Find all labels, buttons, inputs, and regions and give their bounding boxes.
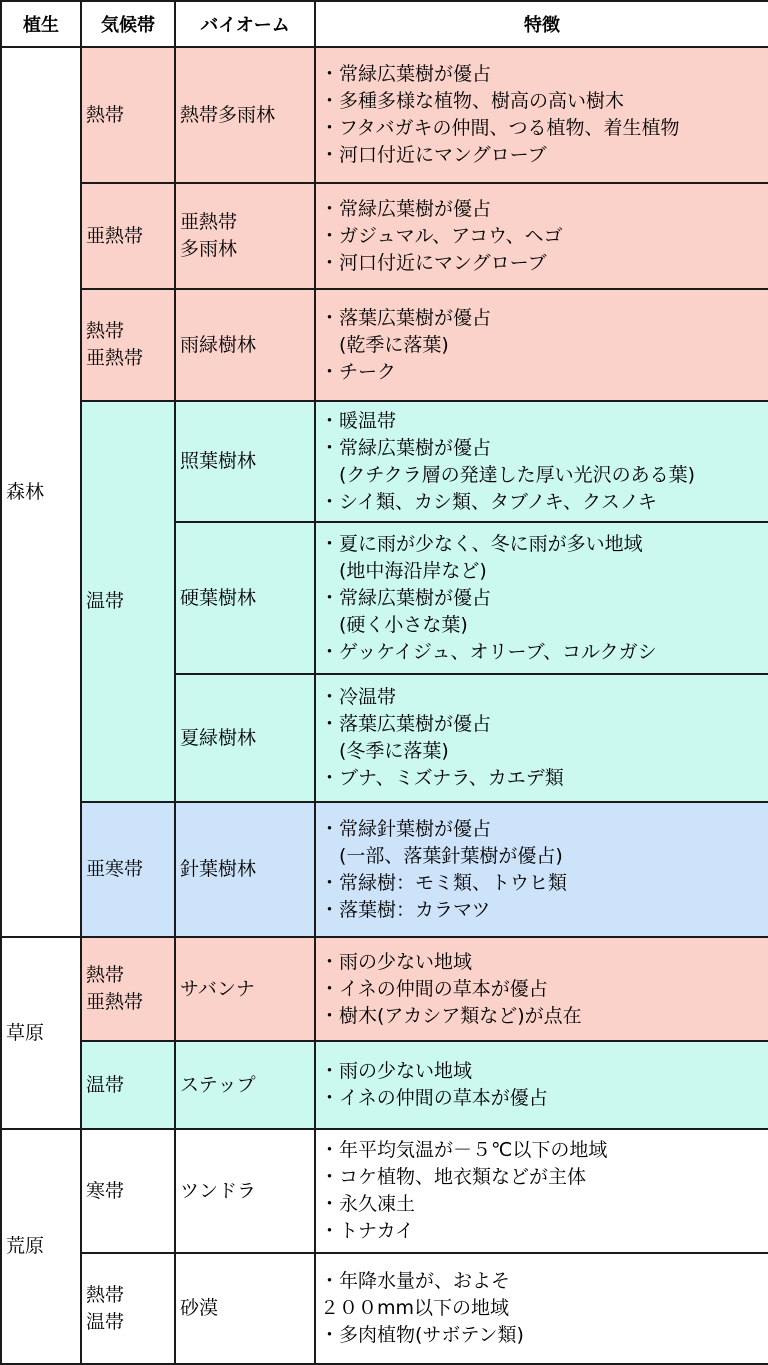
feature-line: ・常緑広葉樹が優占 <box>320 586 492 609</box>
biome-name: ステップ <box>180 1073 256 1096</box>
feature-line: ・ゲッケイジュ、オリーブ、コルクガシ <box>320 640 657 663</box>
feature-line: ・ガジュマル、アコウ、ヘゴ <box>320 224 563 247</box>
climate-zone-label: 温帯 <box>86 1073 125 1096</box>
biome-name-cell <box>175 47 315 183</box>
feature-line: (地中海沿岸など) <box>320 559 487 582</box>
feature-line: ・夏に雨が少なく、冬に雨が多い地域 <box>320 532 643 555</box>
header-vegetation: 植生 <box>1 1 81 47</box>
feature-line: (冬季に落葉) <box>320 740 449 762</box>
table-row <box>1 937 768 1041</box>
biome-name-cell <box>175 401 315 522</box>
features-cell <box>315 1129 768 1253</box>
features-cell <box>315 937 768 1041</box>
features-cell <box>315 674 768 802</box>
feature-line: ・落葉広葉樹が優占 <box>320 306 492 329</box>
climate-zone-label: 熱帯 <box>86 964 125 986</box>
climate-zone-cell <box>81 183 175 289</box>
table-row <box>1 183 768 289</box>
feature-line: ・雨の少ない地域 <box>320 1060 473 1082</box>
climate-zone-label: 熱帯 <box>86 320 125 342</box>
feature-line: ・イネの仲間の草本が優占 <box>320 1087 548 1109</box>
table-row <box>1 802 768 937</box>
features-cell <box>315 183 768 289</box>
feature-line: ・チーク <box>320 360 397 383</box>
feature-line: (硬く小さな葉) <box>320 613 468 636</box>
feature-line: ・冷温帯 <box>320 686 397 708</box>
biome-name: 硬葉樹林 <box>180 586 257 609</box>
header-biome: バイオーム <box>175 1 315 47</box>
features-cell <box>315 47 768 183</box>
vegetation-grassland: 草原 <box>1 937 81 1129</box>
feature-line: ・コケ植物、地衣類などが主体 <box>320 1166 587 1188</box>
header-climate-zone: 気候帯 <box>81 1 175 47</box>
feature-line: ・常緑樹：モミ類、トウヒ類 <box>320 871 568 894</box>
climate-zone-label: 温帯 <box>86 1310 125 1333</box>
features-cell <box>315 401 768 522</box>
climate-zone-cell <box>81 937 175 1041</box>
climate-zone-label: 亜熱帯 <box>86 991 144 1013</box>
biome-name-cell <box>175 522 315 674</box>
feature-line: ・常緑広葉樹が優占 <box>320 63 492 85</box>
biome-name: 夏緑樹林 <box>180 726 257 749</box>
feature-line: ・暖温帯 <box>320 409 397 432</box>
biome-name: ツンドラ <box>180 1179 257 1202</box>
feature-line: ・ブナ、ミズナラ、カエデ類 <box>320 767 564 789</box>
biome-name-cell <box>175 674 315 802</box>
feature-line: ・河口付近にマングローブ <box>320 251 547 274</box>
features-cell <box>315 1041 768 1129</box>
table-row <box>1 47 768 183</box>
feature-line: ・年平均気温が－５℃以下の地域 <box>320 1139 608 1161</box>
feature-line: ・多肉植物(サボテン類) <box>320 1324 524 1346</box>
header-row <box>1 1 768 47</box>
feature-line: ・常緑針葉樹が優占 <box>320 817 492 840</box>
feature-line: ・常緑広葉樹が優占 <box>320 197 492 220</box>
climate-zone-cell <box>81 401 175 802</box>
climate-zone-cell <box>81 1129 175 1253</box>
climate-zone-cell <box>81 1041 175 1129</box>
table-row <box>1 289 768 401</box>
feature-line: ・シイ類、カシ類、タブノキ、クスノキ <box>320 490 658 513</box>
biome-name-cell <box>175 1129 315 1253</box>
biome-name-cell <box>175 937 315 1041</box>
climate-zone-cell <box>81 1253 175 1364</box>
feature-line: ・常緑広葉樹が優占 <box>320 436 492 459</box>
biome-name-cell <box>175 183 315 289</box>
feature-line: ・フタバガキの仲間、つる植物、着生植物 <box>320 117 680 139</box>
biome-name: サバンナ <box>180 977 255 1000</box>
biome-name: 砂漠 <box>180 1297 219 1319</box>
vegetation-forest: 森林 <box>1 47 81 937</box>
feature-line: ・永久凍土 <box>320 1193 416 1215</box>
table-row <box>1 1253 768 1364</box>
feature-line: ・トナカイ <box>320 1220 415 1242</box>
feature-line: (クチクラ層の発達した厚い光沢のある葉) <box>320 463 696 486</box>
biome-name: 熱帯多雨林 <box>180 103 276 126</box>
feature-line: ・多種多様な植物、樹高の高い樹木 <box>320 90 625 112</box>
biome-name: 多雨林 <box>180 238 238 260</box>
feature-line: (一部、落葉針葉樹が優占) <box>320 844 563 867</box>
table-row <box>1 1041 768 1129</box>
feature-line: ・樹木(アカシア類など)が点在 <box>320 1004 582 1027</box>
climate-zone-label: 亜寒帯 <box>86 858 144 880</box>
biome-name-cell <box>175 802 315 937</box>
biome-name-cell <box>175 1253 315 1364</box>
climate-zone-cell <box>81 289 175 401</box>
feature-line: ・落葉樹：カラマツ <box>320 898 491 921</box>
feature-line: ・落葉広葉樹が優占 <box>320 713 492 735</box>
climate-zone-label: 寒帯 <box>86 1179 125 1202</box>
features-cell <box>315 522 768 674</box>
biome-name-cell <box>175 289 315 401</box>
biome-name: 亜熱帯 <box>180 211 238 233</box>
header-features: 特徴 <box>315 1 768 47</box>
features-cell <box>315 289 768 401</box>
table-row <box>1 401 768 522</box>
table-row <box>1 1129 768 1253</box>
features-cell <box>315 1253 768 1364</box>
biome-name: 雨緑樹林 <box>180 333 257 356</box>
climate-zone-label: 温帯 <box>86 590 125 612</box>
biome-name: 照葉樹林 <box>180 450 257 472</box>
biome-name: 針葉樹林 <box>180 858 257 880</box>
climate-zone-label: 亜熱帯 <box>86 347 144 369</box>
climate-zone-label: 熱帯 <box>86 103 125 126</box>
climate-zone-label: 亜熱帯 <box>86 224 144 247</box>
feature-line: ・雨の少ない地域 <box>320 950 473 973</box>
feature-line: ・イネの仲間の草本が優占 <box>320 977 548 1000</box>
features-cell <box>315 802 768 937</box>
vegetation-barren: 荒原 <box>1 1129 81 1364</box>
climate-zone-label: 熱帯 <box>86 1283 125 1306</box>
climate-zone-cell <box>81 802 175 937</box>
feature-line: ・年降水量が、およそ <box>320 1270 511 1292</box>
feature-line: (乾季に落葉) <box>320 333 449 356</box>
biome-name-cell <box>175 1041 315 1129</box>
climate-zone-cell <box>81 47 175 183</box>
feature-line: ・河口付近にマングローブ <box>320 144 547 166</box>
feature-line: ２００mm以下の地域 <box>320 1297 510 1319</box>
